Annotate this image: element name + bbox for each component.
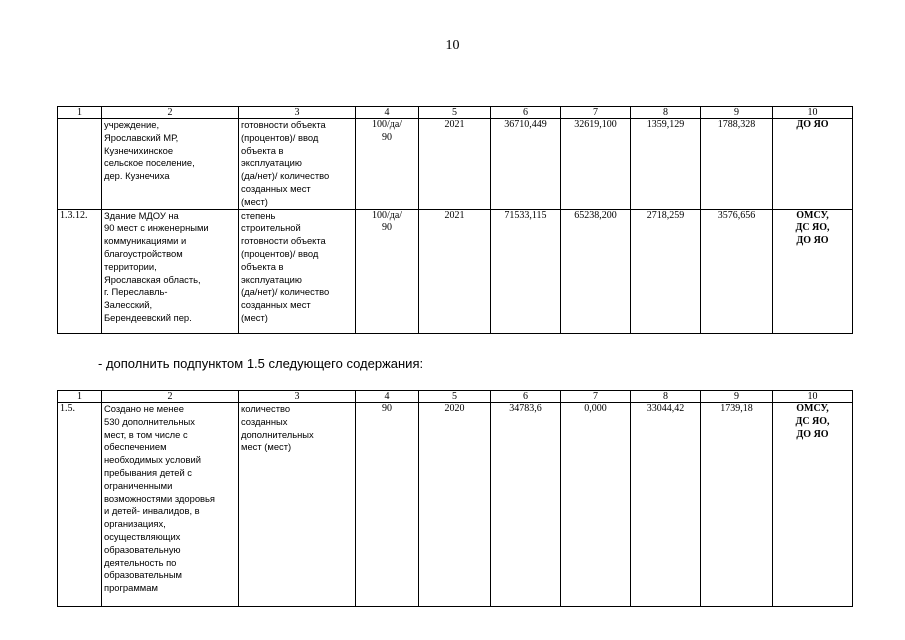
table-row — [58, 119, 853, 210]
amount-local: 1739,18 — [701, 403, 773, 607]
column-number-row — [58, 107, 853, 119]
item-name: Здание МДОУ на 90 мест с инженерными коммуникациями и благоустройством территории, Ярославская область, г. Переславль- Залесский, Берендеевский пер. — [102, 209, 239, 333]
indicator-value: 90 — [356, 403, 419, 607]
indicator: готовности объекта (процентов)/ ввод объекта в эксплуатацию (да/нет)/ количество созданных мест (мест) — [239, 119, 356, 210]
executor: ОМСУ, ДС ЯО, ДО ЯО — [773, 403, 853, 607]
amount-regional: 2718,259 — [631, 209, 701, 333]
col-num: 8 — [631, 391, 701, 403]
col-num: 4 — [356, 107, 419, 119]
executor: ОМСУ, ДС ЯО, ДО ЯО — [773, 209, 853, 333]
amount-regional: 1359,129 — [631, 119, 701, 210]
item-name: учреждение, Ярославский МР, Кузнечихинское сельское поселение, дер. Кузнечиха — [102, 119, 239, 210]
col-num: 8 — [631, 107, 701, 119]
year: 2021 — [419, 119, 491, 210]
col-num: 6 — [491, 107, 561, 119]
col-num: 2 — [102, 107, 239, 119]
amount-federal: 65238,200 — [561, 209, 631, 333]
new-subitem-table — [57, 390, 853, 607]
year: 2021 — [419, 209, 491, 333]
table-row — [58, 209, 853, 333]
executor: ДО ЯО — [773, 119, 853, 210]
col-num: 1 — [58, 107, 102, 119]
col-num: 3 — [239, 391, 356, 403]
col-num: 7 — [561, 391, 631, 403]
col-num: 5 — [419, 391, 491, 403]
item-number — [58, 119, 102, 210]
col-num: 9 — [701, 107, 773, 119]
col-num: 3 — [239, 107, 356, 119]
amount-local: 3576,656 — [701, 209, 773, 333]
col-num: 1 — [58, 391, 102, 403]
amount-local: 1788,328 — [701, 119, 773, 210]
col-num: 4 — [356, 391, 419, 403]
indicator-value: 100/да/ 90 — [356, 119, 419, 210]
column-number-row — [58, 391, 853, 403]
amount-federal: 32619,100 — [561, 119, 631, 210]
item-number: 1.5. — [58, 403, 102, 607]
indicator-value: 100/да/ 90 — [356, 209, 419, 333]
year: 2020 — [419, 403, 491, 607]
col-num: 9 — [701, 391, 773, 403]
table-row — [58, 403, 853, 607]
item-name: Создано не менее 530 дополнительных мест, в том числе с обеспечением необходимых условий пребывания детей с ограниченными возможностями здоровья и детей- инвалидов, в организациях, осуществляющих образовательную деятельность по образовательным программам — [102, 403, 239, 607]
col-num: 10 — [773, 391, 853, 403]
indicator: степень строительной готовности объекта (процентов)/ ввод объекта в эксплуатацию (да/нет)/ количество созданных мест (мест) — [239, 209, 356, 333]
amount-total: 36710,449 — [491, 119, 561, 210]
amount-federal: 0,000 — [561, 403, 631, 607]
col-num: 7 — [561, 107, 631, 119]
amount-regional: 33044,42 — [631, 403, 701, 607]
amount-total: 71533,115 — [491, 209, 561, 333]
continuation-table — [57, 106, 853, 334]
col-num: 10 — [773, 107, 853, 119]
amount-total: 34783,6 — [491, 403, 561, 607]
indicator: количество созданных дополнительных мест (мест) — [239, 403, 356, 607]
col-num: 5 — [419, 107, 491, 119]
amendment-instruction: - дополнить подпунктом 1.5 следующего содержания: — [98, 356, 424, 371]
col-num: 2 — [102, 391, 239, 403]
col-num: 6 — [491, 391, 561, 403]
page-number: 10 — [445, 38, 460, 53]
item-number: 1.3.12. — [58, 209, 102, 333]
